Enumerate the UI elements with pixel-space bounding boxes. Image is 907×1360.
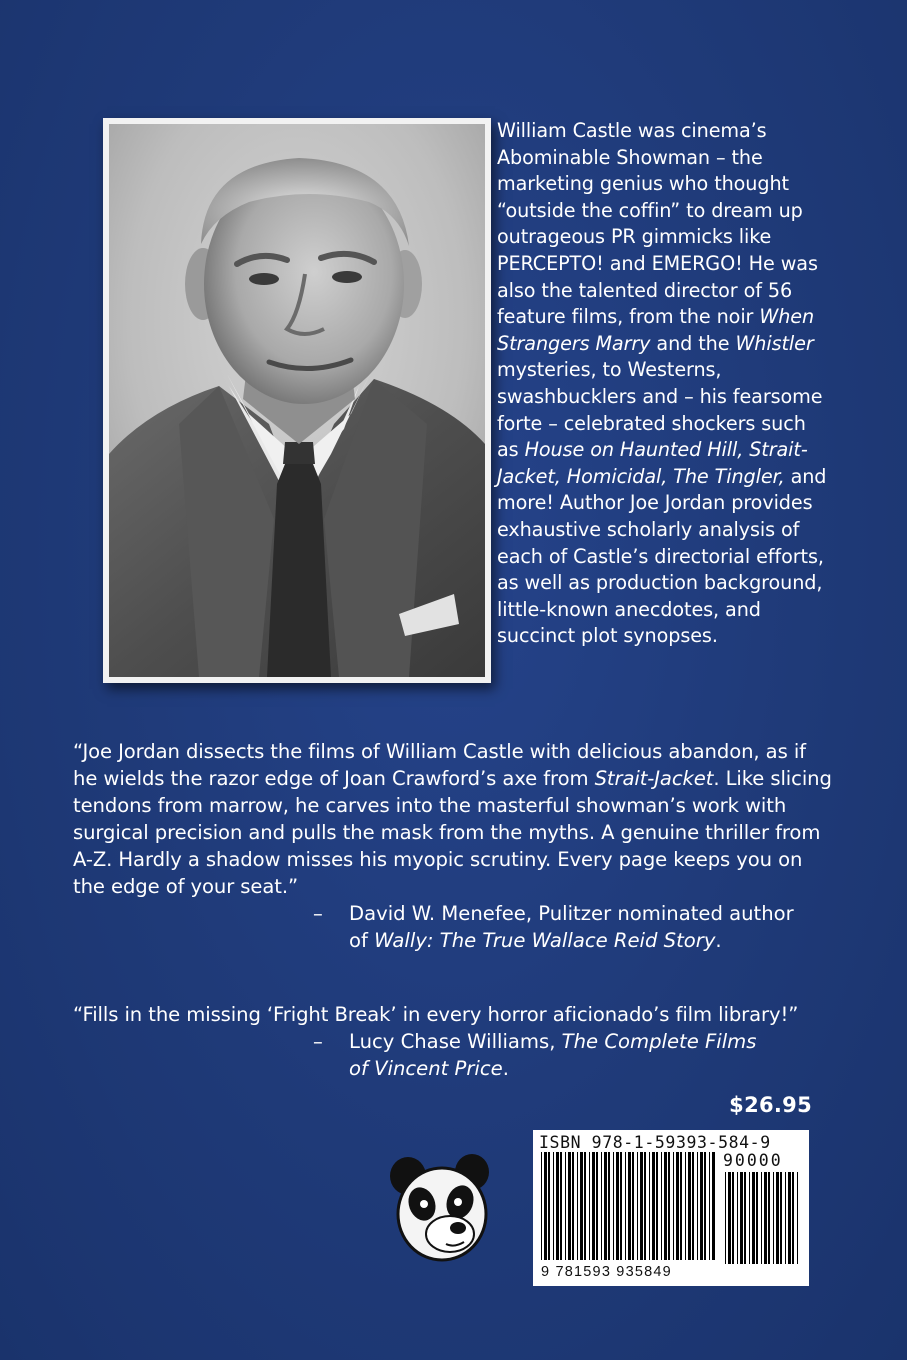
panda-logo-icon (388, 1152, 492, 1266)
addon-barcode-bars (723, 1172, 803, 1264)
review-attribution-williams: – Lucy Chase Williams, The Complete Films of Vincent Price. (313, 1030, 757, 1081)
portrait-photo (109, 124, 485, 677)
price-label: $26.95 (729, 1093, 812, 1117)
ean-barcode-bars (539, 1152, 719, 1264)
price-addon-code: 90000 (723, 1151, 783, 1170)
review-quote-williams: “Fills in the missing ‘Fright Break’ in every horror aficionado’s film library!” (73, 1003, 799, 1026)
book-description: William Castle was cinema’s Abominable Showman – the marketing genius who thought “outside the coffin” to dream up outrageous PR gimmicks like PERCEPTO! and EMERGO! He was also the talented director of 56 feature films, from the noir When Strangers Marry and the Whistler mysteries, to Westerns, swashbucklers and – his fearsome forte – celebrated shockers such as House on Haunted Hill, Strait-Jacket, Homicidal, The Tingler, and more! Author Joe Jordan provides exhaustive scholarly analysis of each of Castle’s directorial efforts, as well as production background, little-known anecdotes, and succinct plot synopses. (497, 119, 827, 648)
review-attribution-menefee: – David W. Menefee, Pulitzer nominated author of Wally: The True Wallace Reid Story. (313, 902, 794, 953)
isbn-label: ISBN 978-1-59393-584-9 (539, 1133, 771, 1152)
author-photo-frame (103, 118, 491, 683)
barcode-digits: 9 781593 935849 (541, 1264, 672, 1280)
review-quote-menefee: “Joe Jordan dissects the films of William Castle with delicious abandon, as if he wields the razor edge of Joan Crawford’s axe from Strait-Jacket. Like slicing tendons from marrow, he carves into the masterful showman’s work with surgical precision and pulls the mask from the myths. A genuine thriller from A-Z. Hardly a shadow misses his myopic scrutiny. Every page keeps you on the edge of your seat.” (73, 740, 832, 899)
isbn-barcode (533, 1130, 809, 1286)
